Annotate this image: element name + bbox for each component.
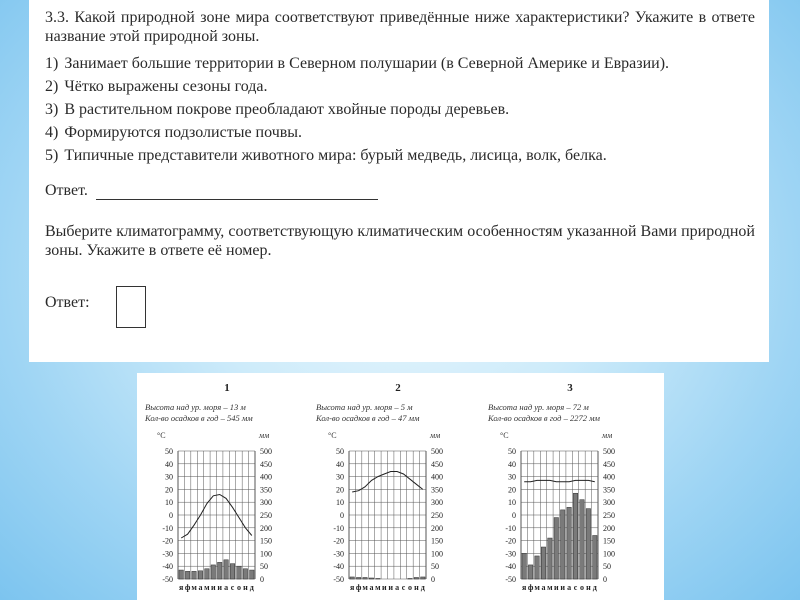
climatograms-svg [137, 373, 664, 600]
temp-tick-label: 20 [336, 485, 344, 495]
precip-tick-label: 300 [603, 498, 615, 508]
precip-bar [376, 578, 380, 579]
month-label: ф [355, 583, 362, 592]
precip-tick-label: 500 [603, 447, 615, 456]
precip-tick-label: 100 [260, 549, 272, 559]
month-label: м [204, 583, 210, 592]
temp-tick-label: -30 [505, 549, 516, 559]
month-label: а [395, 583, 400, 592]
precip-bar [548, 538, 552, 579]
chart-number: 1 [224, 382, 230, 394]
precip-tick-label: 400 [260, 472, 272, 482]
precip-tick-label: 50 [603, 562, 611, 572]
precip-bar [528, 565, 532, 579]
chart-precip-total: Кол-во осадков в год – 545 мм [145, 413, 253, 423]
precip-tick-label: 250 [603, 511, 615, 520]
temp-tick-label: 0 [340, 511, 344, 520]
temp-tick-label: -20 [505, 536, 516, 546]
list-item: 4) Формируются подзолистые почвы. [45, 124, 303, 141]
precip-unit-label: мм [602, 431, 613, 440]
precip-bar [586, 509, 590, 579]
temp-tick-label: 30 [336, 472, 344, 482]
precip-tick-label: 0 [431, 575, 435, 584]
answer-2-label: Ответ: [45, 293, 90, 311]
temp-tick-label: 50 [508, 447, 516, 456]
temp-unit-label: °С [500, 431, 509, 440]
precip-bar [192, 571, 196, 579]
precip-tick-label: 100 [603, 549, 615, 559]
precip-bar [230, 564, 234, 579]
precip-bar [363, 577, 367, 579]
precip-bar [573, 493, 577, 579]
precip-bar [580, 500, 584, 579]
precip-bar [561, 510, 565, 579]
temp-tick-label: -30 [162, 549, 173, 559]
precip-bar [535, 556, 539, 579]
month-label: а [198, 583, 203, 592]
month-label: я [350, 583, 355, 592]
month-label: н [586, 583, 591, 592]
list-item: 2) Чётко выражены сезоны года. [45, 78, 268, 95]
month-label: м [191, 583, 197, 592]
chart-altitude: Высота над ур. моря – 5 м [316, 402, 413, 412]
precip-bar [224, 560, 228, 579]
month-label: с [401, 583, 406, 592]
precip-bar [414, 577, 418, 579]
question-2: Выберите климатограмму, соответствующую климатическим особенностям указанной Вами природной зоны. Укажите в ответе её номер. [45, 223, 755, 259]
precip-bar [185, 571, 189, 579]
chart-number: 3 [567, 382, 573, 394]
precip-tick-label: 400 [431, 472, 443, 482]
temp-tick-label: -20 [162, 536, 173, 546]
temp-tick-label: 20 [165, 485, 173, 495]
temp-tick-label: -50 [162, 575, 173, 584]
answer-line [45, 181, 755, 200]
precip-tick-label: 150 [603, 536, 615, 546]
month-label: и [560, 583, 566, 592]
month-label: с [573, 583, 578, 592]
answer-box[interactable] [116, 286, 146, 328]
precip-tick-label: 0 [603, 575, 607, 584]
month-label: м [362, 583, 368, 592]
month-label: д [420, 583, 425, 592]
month-label: а [541, 583, 546, 592]
precip-tick-label: 500 [260, 447, 272, 456]
month-label: и [217, 583, 223, 592]
chart-precip-total: Кол-во осадков в год – 47 мм [316, 413, 420, 423]
precip-bar [205, 569, 209, 579]
month-label: м [547, 583, 553, 592]
temp-tick-label: -50 [505, 575, 516, 584]
precip-bar [198, 571, 202, 579]
temp-tick-label: 0 [512, 511, 516, 520]
month-label: и [388, 583, 394, 592]
precip-bar [211, 565, 215, 579]
precip-tick-label: 300 [260, 498, 272, 508]
month-label: н [243, 583, 248, 592]
precip-tick-label: 450 [603, 459, 615, 469]
temp-tick-label: 10 [336, 498, 344, 508]
precip-tick-label: 250 [260, 511, 272, 520]
month-label: м [534, 583, 540, 592]
precip-tick-label: 450 [431, 459, 443, 469]
precip-unit-label: мм [259, 431, 270, 440]
temp-tick-label: 30 [165, 472, 173, 482]
month-label: я [179, 583, 184, 592]
precip-tick-label: 100 [431, 549, 443, 559]
precip-bar [218, 562, 222, 579]
characteristics-list [45, 54, 755, 165]
month-label: ф [184, 583, 191, 592]
precip-tick-label: 250 [431, 511, 443, 520]
chart-altitude: Высота над ур. моря – 13 м [145, 402, 246, 412]
temp-tick-label: 30 [508, 472, 516, 482]
month-label: а [567, 583, 572, 592]
answer-blank[interactable] [96, 187, 378, 200]
answer-label: Ответ. [45, 182, 88, 199]
temp-tick-label: 20 [508, 485, 516, 495]
precip-bar [179, 570, 183, 579]
precip-tick-label: 150 [431, 536, 443, 546]
precip-tick-label: 200 [603, 523, 615, 533]
temp-tick-label: -40 [162, 562, 173, 572]
temp-tick-label: 50 [336, 447, 344, 456]
precip-tick-label: 50 [260, 562, 268, 572]
month-label: о [407, 583, 412, 592]
month-label: о [579, 583, 584, 592]
month-label: я [522, 583, 527, 592]
precip-tick-label: 200 [260, 523, 272, 533]
month-label: д [592, 583, 597, 592]
temp-tick-label: -10 [333, 523, 344, 533]
precip-tick-label: 400 [603, 472, 615, 482]
precip-tick-label: 50 [431, 562, 439, 572]
precip-bar [350, 577, 354, 579]
precip-unit-label: мм [430, 431, 441, 440]
month-label: и [210, 583, 216, 592]
precip-bar [250, 570, 254, 579]
climatograms-panel [137, 373, 664, 600]
month-label: д [249, 583, 254, 592]
chart-number: 2 [395, 382, 401, 394]
month-label: ф [527, 583, 534, 592]
month-label: м [375, 583, 381, 592]
list-item: 5) Типичные представители животного мира: бурый медведь, лисица, волк, белка. [45, 147, 607, 164]
precip-bar [593, 535, 597, 579]
temp-tick-label: -10 [505, 523, 516, 533]
list-item: 1) Занимает большие территории в Северном полушарии (в Северной Америке и Евразии). [45, 55, 670, 72]
precip-tick-label: 450 [260, 459, 272, 469]
task-title: 3.3. Какой природной зоне мира соответствуют приведённые ниже характеристики? Укажите в ответе название этой природной зоны. [45, 9, 755, 45]
precip-tick-label: 350 [431, 485, 443, 495]
precip-bar [408, 578, 412, 579]
temp-tick-label: 50 [165, 447, 173, 456]
month-label: с [230, 583, 235, 592]
precip-bar [567, 507, 571, 579]
precip-tick-label: 350 [603, 485, 615, 495]
chart-altitude: Высота над ур. моря – 72 м [488, 402, 589, 412]
temp-tick-label: -40 [333, 562, 344, 572]
temp-tick-label: 10 [508, 498, 516, 508]
month-label: а [369, 583, 374, 592]
chart-precip-total: Кол-во осадков в год – 2272 мм [488, 413, 600, 423]
precip-bar [356, 577, 360, 579]
temp-tick-label: 0 [169, 511, 173, 520]
month-label: о [236, 583, 241, 592]
precip-bar [421, 577, 425, 579]
answer-2-row [45, 276, 755, 328]
temp-tick-label: 40 [508, 459, 516, 469]
temp-tick-label: -20 [333, 536, 344, 546]
precip-bar [369, 578, 373, 579]
month-label: и [381, 583, 387, 592]
precip-bar [554, 518, 558, 579]
precip-tick-label: 300 [431, 498, 443, 508]
precip-tick-label: 200 [431, 523, 443, 533]
month-label: а [224, 583, 229, 592]
temp-tick-label: -30 [333, 549, 344, 559]
temp-unit-label: °С [328, 431, 337, 440]
temp-tick-label: 40 [336, 459, 344, 469]
temp-unit-label: °С [157, 431, 166, 440]
temp-tick-label: -40 [505, 562, 516, 572]
precip-tick-label: 500 [431, 447, 443, 456]
month-label: н [414, 583, 419, 592]
list-item: 3) В растительном покрове преобладают хвойные породы деревьев. [45, 101, 510, 118]
precip-bar [237, 566, 241, 579]
temp-tick-label: 40 [165, 459, 173, 469]
question-card [29, 0, 769, 362]
temp-tick-label: 10 [165, 498, 173, 508]
precip-bar [243, 569, 247, 579]
month-label: и [553, 583, 559, 592]
precip-tick-label: 350 [260, 485, 272, 495]
temp-tick-label: -50 [333, 575, 344, 584]
precip-tick-label: 150 [260, 536, 272, 546]
precip-tick-label: 0 [260, 575, 264, 584]
temp-tick-label: -10 [162, 523, 173, 533]
precip-bar [541, 547, 545, 579]
precip-bar [522, 553, 526, 579]
